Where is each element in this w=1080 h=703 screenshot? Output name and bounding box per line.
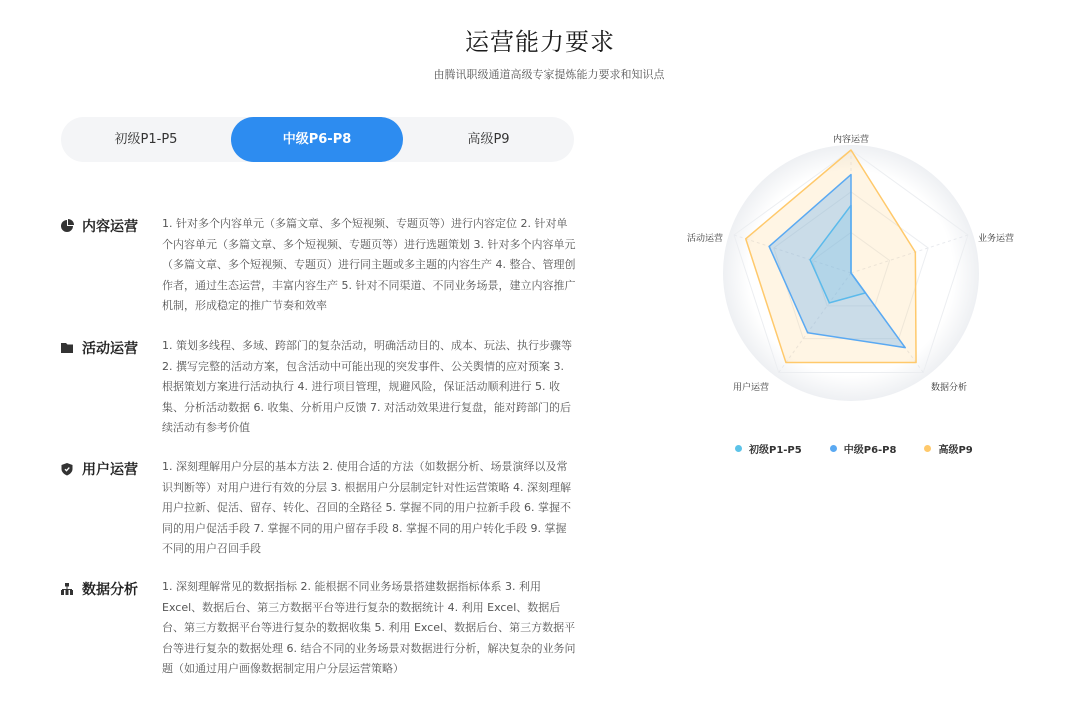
radar-axis-label: 活动运营 <box>686 234 723 244</box>
legend-dot <box>830 445 837 452</box>
section-title: 内容运营 <box>82 219 138 235</box>
legend-dot <box>924 445 931 452</box>
tab-senior[interactable]: 高级P9 <box>467 132 510 147</box>
section-text: 1. 深刻理解用户分层的基本方法 2. 使用合适的方法（如数据分析、场景演绎以及常识判断等）对用户进行有效的分层 3. 根据用户分层制定针对性运营策略 4. 深刻理解用户拉新、促活、留存、转化、召回的全路径 5. 掌握不同的用户拉新手段 6. 掌握不同的用户促活手段 7. 掌握不同的用户留存手段 8. 掌握不同的用户转化手段 9. 掌握不同的用户召回手段 <box>162 460 571 555</box>
section-title: 用户运营 <box>82 462 138 478</box>
radar-axis-label: 数据分析 <box>930 383 968 393</box>
legend-item[interactable] <box>830 441 897 456</box>
legend-dot <box>735 445 742 452</box>
section-title: 活动运营 <box>82 341 138 357</box>
shield-icon <box>60 462 74 476</box>
level-tabs <box>61 117 574 162</box>
legend-item[interactable] <box>924 441 972 456</box>
tab-intermediate[interactable]: 中级P6-P8 <box>231 117 403 162</box>
radar-chart <box>640 120 1080 420</box>
folder-icon <box>60 341 74 355</box>
tab-junior[interactable]: 初级P1-P5 <box>114 132 178 147</box>
section-text: 1. 深刻理解常见的数据指标 2. 能根据不同业务场景搭建数据指标体系 3. 利用 Excel、数据后台、第三方数据平台等进行复杂的数据统计 4. 利用 Excel、数据后台、第三方数据平台等进行复杂的数据收集 5. 利用 Excel、数据后台、第三方数据平台等进行复杂的数据处理 6. 结合不同的业务场景对数据进行分析，解决复杂的业务问题（如通过用户画像数据制定用户分层运营策略） <box>162 580 576 675</box>
section-text: 1. 策划多线程、多域、跨部门的复杂活动，明确活动目的、成本、玩法、执行步骤等 2. 撰写完整的活动方案，包含活动中可能出现的突发事件、公关舆情的应对预案 3. 根据策划方案进行活动执行 4. 进行项目管理，规避风险，保证活动顺利进行 5. 收集、分析活动数据 6. 收集、分析用户反馈 7. 对活动效果进行复盘，能对跨部门的后续活动有参考价值 <box>162 339 572 434</box>
org-chart-icon <box>60 582 74 596</box>
page-title: 运营能力要求 <box>465 28 615 56</box>
section-text: 1. 针对多个内容单元（多篇文章、多个短视频、专题页等）进行内容定位 2. 针对单个内容单元（多篇文章、多个短视频、专题页等）进行选题策划 3. 针对多个内容单元（多篇文章、多个短视频、专题页）进行同主题或多主题的内容生产 4. 整合、管理创作者，通过生态运营，丰富内容生产 5. 针对不同渠道、不同业务场景，建立内容推广机制，形成稳定的推广节奏和效率 <box>162 217 576 312</box>
radar-axis-label: 内容运营 <box>832 135 870 145</box>
section-title: 数据分析 <box>82 582 138 598</box>
pie-chart-icon <box>60 219 74 233</box>
page-subtitle: 由腾讯职级通道高级专家提炼能力要求和知识点 <box>433 68 665 81</box>
radar-axis-label: 用户运营 <box>732 383 770 393</box>
radar-axis-label: 业务运营 <box>978 234 1015 244</box>
legend-label: 高级P9 <box>938 445 973 456</box>
chart-legend <box>735 441 1001 456</box>
legend-label: 中级P6-P8 <box>843 445 897 456</box>
legend-label: 初级P1-P5 <box>749 445 802 456</box>
legend-item[interactable] <box>735 441 802 456</box>
